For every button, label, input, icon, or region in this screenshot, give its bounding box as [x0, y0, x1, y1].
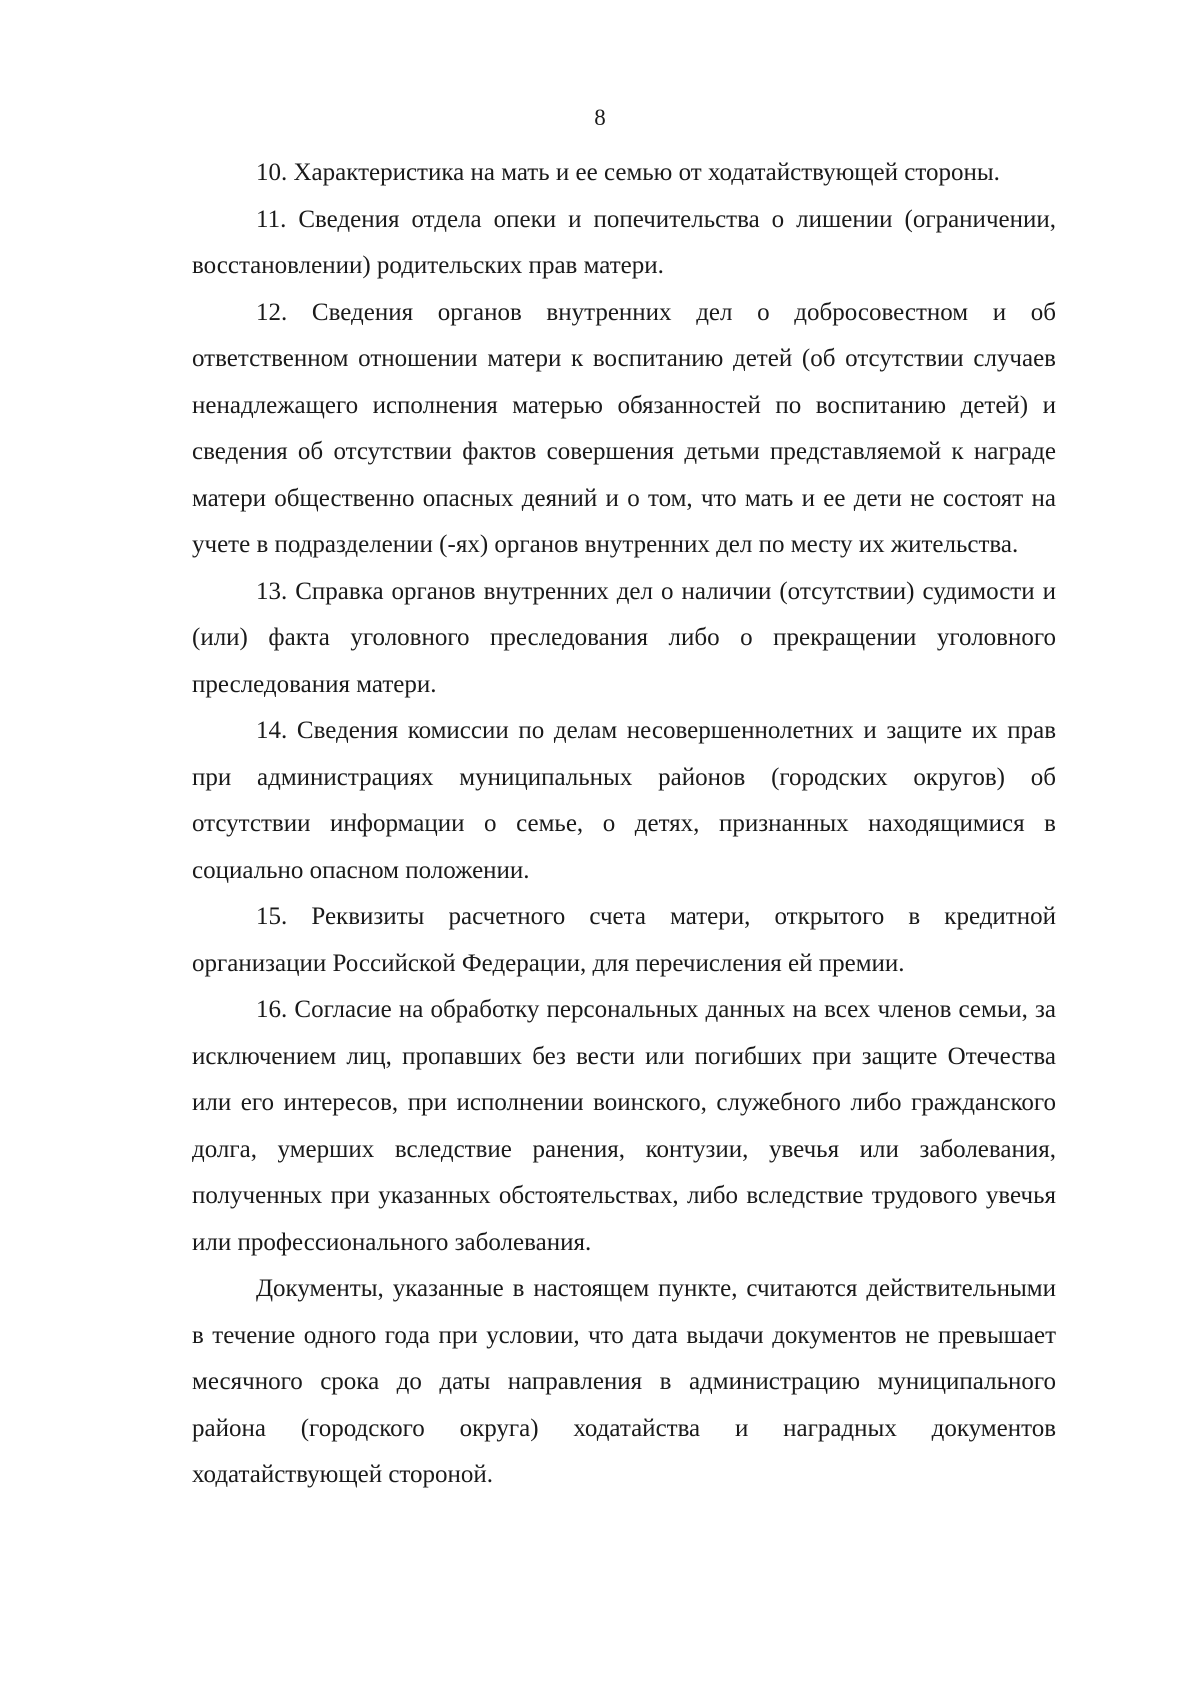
paragraph-item-12: 12. Сведения органов внутренних дел о добросовестном и об ответственном отношении матери к воспитанию детей (об отсутствии случаев ненадлежащего исполнения матерью обязанностей по воспитанию детей) и сведения об отсутствии фактов совершения детьми представляемой к награде матери общественно опасных деяний и о том, что мать и ее дети не состоят на учете в подразделении (-ях) органов внутренних дел по месту их жительства.: [192, 298, 1056, 558]
page-number: 8: [594, 105, 606, 130]
paragraph-item-13: 13. Справка органов внутренних дел о наличии (отсутствии) судимости и (или) факта уголовного преследования либо о прекращении уголовного преследования матери.: [192, 577, 1056, 698]
paragraph-documents-validity: Документы, указанные в настоящем пункте, считаются действительными в течение одного года при условии, что дата выдачи документов не превышает месячного срока до даты направления в администрацию муниципального района (городского округа) ходатайства и наградных документов ходатайствующей стороной.: [192, 1275, 1056, 1488]
paragraph-item-15: 15. Реквизиты расчетного счета матери, открытого в кредитной организации Российской Федерации, для перечисления ей премии.: [192, 903, 1056, 977]
paragraph-item-11: 11. Сведения отдела опеки и попечительства о лишении (ограничении, восстановлении) родительских прав матери.: [192, 205, 1056, 279]
paragraph-item-16: 16. Согласие на обработку персональных данных на всех членов семьи, за исключением лиц, пропавших без вести или погибших при защите Отечества или его интересов, при исполнении воинского, служебного либо гражданского долга, умерших вследствие ранения, контузии, увечья или заболевания, полученных при указанных обстоятельствах, либо вследствие трудового увечья или профессионального заболевания.: [192, 996, 1056, 1256]
paragraph-item-14: 14. Сведения комиссии по делам несовершеннолетних и защите их прав при администрациях муниципальных районов (городских округов) об отсутствии информации о семье, о детях, признанных находящимися в социально опасном положении.: [192, 717, 1056, 884]
document-body: [192, 150, 1056, 1499]
paragraph-item-10: 10. Характеристика на мать и ее семью от ходатайствующей стороны.: [256, 159, 1000, 186]
